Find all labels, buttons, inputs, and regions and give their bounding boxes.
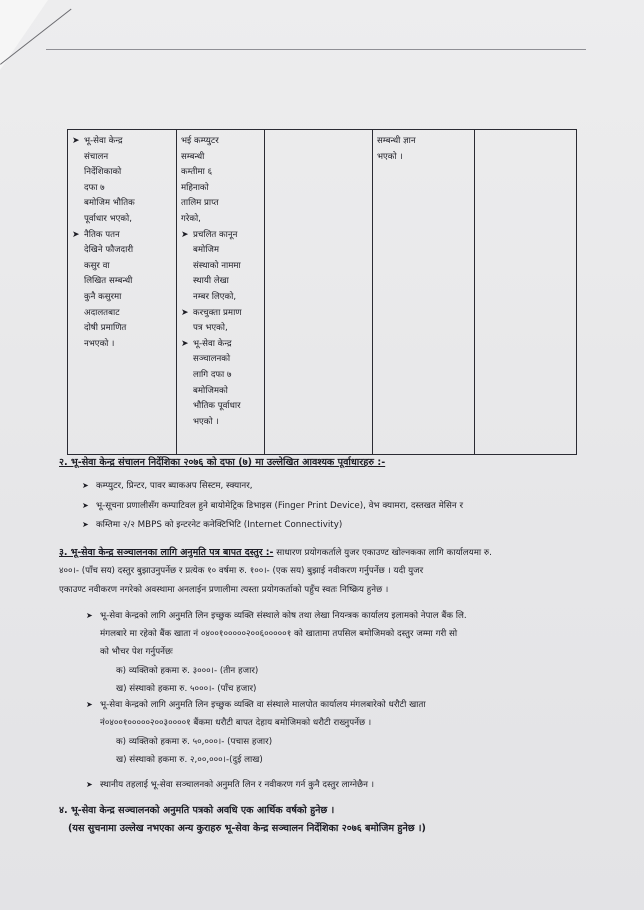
table-cell-col1 [68, 130, 177, 455]
list-item [82, 479, 253, 491]
section-3-first-line [59, 545, 492, 558]
arrow-bullet-icon: ➤ [82, 501, 89, 510]
eligibility-table [67, 129, 577, 455]
arrow-bullet-icon: ➤ [86, 700, 93, 709]
list-item-text: नं०४००१०००००२००३००००१ बैंकमा धरौटी बापत देहाय बमोजिमको धरौटी राख्नुपर्नेछ । [100, 718, 372, 728]
arrow-bullet-icon: ➤ [86, 780, 93, 789]
list-item-text: भू-सेवा केन्द्रको लागि अनुमति लिन इच्छुक व्यक्ति वा संस्थाले मालपोत कार्यालय मंगलबारेको धरौटी खाता [100, 700, 426, 710]
section-3-intro: एकाउण्ट नवीकरण नगरेको अवस्थामा अनलाईन प्रणालीमा त्यस्ता प्रयोगकर्ताको पहुँच स्वतः निष्क्रिय हुनेछ । [59, 585, 389, 595]
list-item-text: को भौचर पेश गर्नुपर्नेछः [100, 647, 173, 657]
fee-line: क) व्यक्तिको हकमा रु. ५०,०००।- (पचास हजार) [116, 737, 273, 747]
list-item-text: स्थानीय तहलाई भू-सेवा सञ्चालनको अनुमति लिन र नवीकरण गर्न कुनै दस्तुर लाग्नेछैन । [100, 780, 375, 790]
table-bullet: ➤ करचुक्ता प्रमाण पत्र भएको, [181, 306, 260, 337]
section-3-intro: साधारण प्रयोगकर्ताले युजर एकाउण्ट खोल्नकका लागि कार्यालयमा रु. [276, 548, 492, 558]
table-cell-col5 [475, 130, 577, 455]
section-4-heading: ४. भू-सेवा केन्द्र सञ्चालनको अनुमति पत्रको अवधि एक आर्थिक वर्षको हुनेछ । [59, 805, 335, 816]
section-3-intro: ४००।- (पाँच सय) दस्तुर बुझाउनुपर्नेछ र प्रत्येक १० वर्षमा रु. १००।- (एक सय) बुझाई नवीकरण गर्नुपर्नेछ । यदी युजर [59, 566, 424, 576]
table-cell-col4 [373, 130, 475, 455]
top-rule-line [46, 49, 586, 50]
table-text: सम्बन्धी ज्ञान भएको । [377, 136, 416, 162]
list-item [86, 778, 374, 790]
section-3-heading: ३. भू-सेवा केन्द्र सञ्चालनका लागि अनुमति पत्र बापत दस्तुर :- [59, 547, 274, 558]
list-item [82, 499, 463, 511]
table-bullet: ➤ भू-सेवा केन्द्र सञ्चालनको लागि दफा ७ बमोजिमको भौतिक पूर्वाधार भएको । [181, 337, 260, 431]
arrow-bullet-icon: ➤ [82, 520, 89, 529]
fee-line: क) व्यक्तिको हकमा रु. ३०००।- (तीन हजार) [116, 666, 259, 676]
table-row [68, 130, 577, 455]
fee-line: ख) संस्थाको हकमा रु. २,००,०००।-(दुई लाख) [116, 755, 263, 765]
table-text: भई कम्प्युटर सम्बन्धी कम्तीमा ६ महिनाको तालिम प्राप्त गरेको, [181, 136, 219, 224]
arrow-bullet-icon: ➤ [82, 481, 89, 490]
list-item-text: भू-सेवा केन्द्रको लागि अनुमति लिन इच्छुक व्यक्ति संस्थाले कोष तथा लेखा नियन्त्रक कार्यालय इलामको नेपाल बैंक लि. [100, 611, 467, 621]
list-item [82, 518, 342, 530]
fee-line: ख) संस्थाको हकमा रु. ५०००।- (पाँच हजार) [116, 684, 257, 694]
list-item [86, 609, 467, 621]
section-2-heading: २. भू-सेवा केन्द्र संचालन निर्देशिका २०७६ को दफा (७) मा उल्लेखित आवश्यक पूर्वाधारहरु :- [59, 457, 386, 468]
table-cell-col3 [265, 130, 373, 455]
closing-note: (यस सुचनामा उल्लेख नभएका अन्य कुराहरु भू-सेवा केन्द्र सञ्चालन निर्देशिका २०७६ बमोजिम हुनेछ ।) [68, 823, 426, 834]
table-bullet: ➤ प्रचलित कानून बमोजिम संस्थाको नाममा स्थायी लेखा नम्बर लिएको, [181, 228, 260, 306]
list-item [86, 698, 426, 710]
table-cell-col2 [177, 130, 265, 455]
list-item-text: कम्प्युटर, प्रिन्टर, पावर ब्याकअप सिस्टम, स्क्यानर, [96, 481, 253, 491]
table-bullet: ➤ नैतिक पतन देखिने फौजदारी कसुर वा लिखित सम्बन्धी कुनै कसुरमा अदालतबाट दोषी प्रमाणित नभएको । [72, 228, 172, 353]
arrow-bullet-icon: ➤ [86, 611, 93, 620]
list-item-text: भू-सूचना प्रणालीसँग कम्पाटिवल हुने बायोमेट्रिक डिभाइस (Finger Print Device), वेभ क्यामरा, दस्तखत मेसिन र [96, 501, 464, 511]
list-item-text: मंगलबारे मा रहेको बैंक खाता नं ०४००१०००००२००६०००००१ को खातामा तपसिल बमोजिमको दस्तुर जम्मा गरी सो [100, 629, 458, 639]
table-bullet: ➤ भू-सेवा केन्द्र संचालन निर्देशिकाको दफा ७ बमोजिम भौतिक पूर्वाधार भएको, [72, 134, 172, 228]
list-item-text: कम्तिमा २/२ MBPS को इन्टरनेट कनेक्टिभिटि (Internet Connectivity) [96, 520, 343, 530]
